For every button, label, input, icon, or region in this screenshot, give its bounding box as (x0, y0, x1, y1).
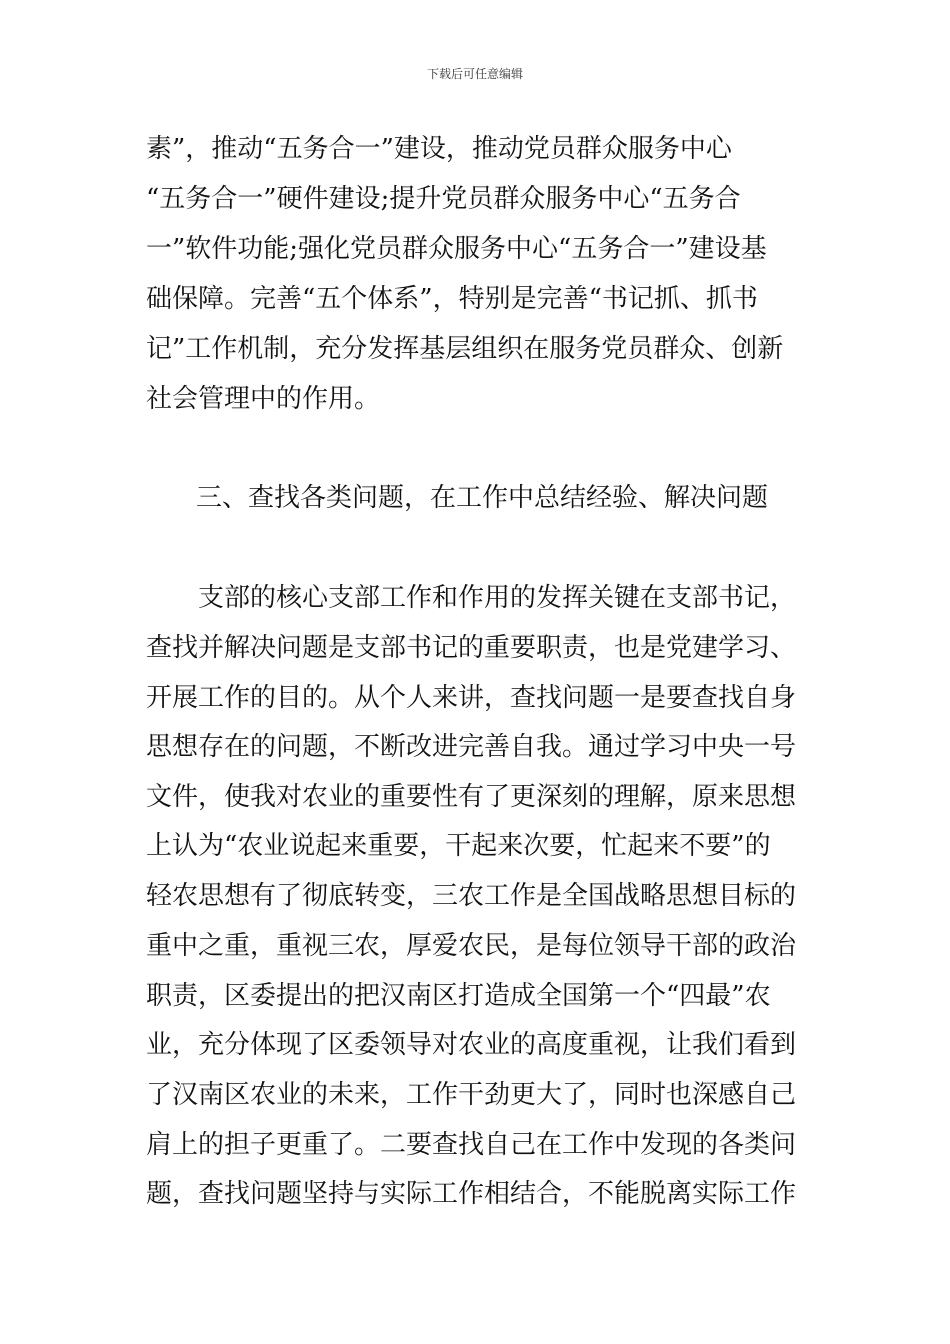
text-line: 社会管理中的作用。 (146, 384, 381, 414)
text-line: “五务合一”硬件建设;提升党员群众服务中心“五务合 (146, 184, 741, 214)
text-line: 础保障。完善“五个体系”，特别是完善“书记抓、抓书 (146, 284, 758, 314)
section-heading: 三、查找各类问题，在工作中总结经验、解决问题 (196, 483, 769, 513)
page-header: 下载后可任意编辑 (426, 67, 523, 81)
text-line: 开展工作的目的。从个人来讲，查找问题一是要查找自身 (146, 683, 797, 713)
text-line: 查找并解决问题是支部书记的重要职责，也是党建学习、 (146, 633, 797, 663)
text-line: 业，充分体现了区委领导对农业的高度重视，让我们看到 (146, 1030, 797, 1060)
text-line: 轻农思想有了彻底转变，三农工作是全国战略思想目标的 (146, 881, 797, 911)
text-line: 文件，使我对农业的重要性有了更深刻的理解，原来思想 (146, 782, 797, 812)
text-line: 上认为“农业说起来重要，干起来次要，忙起来不要”的 (146, 831, 771, 861)
text-line: 素”，推动“五务合一”建设，推动党员群众服务中心 (146, 134, 732, 164)
text-line: 职责，区委提出的把汉南区打造成全国第一个“四最”农 (146, 981, 771, 1011)
text-line: 肩上的担子更重了。二要查找自己在工作中发现的各类问 (146, 1130, 797, 1160)
text-line: 记”工作机制，充分发挥基层组织在服务党员群众、创新 (146, 334, 784, 364)
text-line: 重中之重，重视三农，厚爱农民，是每位领导干部的政治 (146, 931, 797, 961)
text-line: 了汉南区农业的未来，工作干劲更大了，同时也深感自己 (146, 1080, 797, 1110)
text-line: 题，查找问题坚持与实际工作相结合，不能脱离实际工作 (146, 1179, 797, 1209)
text-line: 一”软件功能;强化党员群众服务中心“五务合一”建设基 (146, 234, 767, 264)
text-line: 思想存在的问题，不断改进完善自我。通过学习中央一号 (146, 732, 797, 762)
text-line: 支部的核心支部工作和作用的发挥关键在支部书记， (198, 583, 797, 613)
